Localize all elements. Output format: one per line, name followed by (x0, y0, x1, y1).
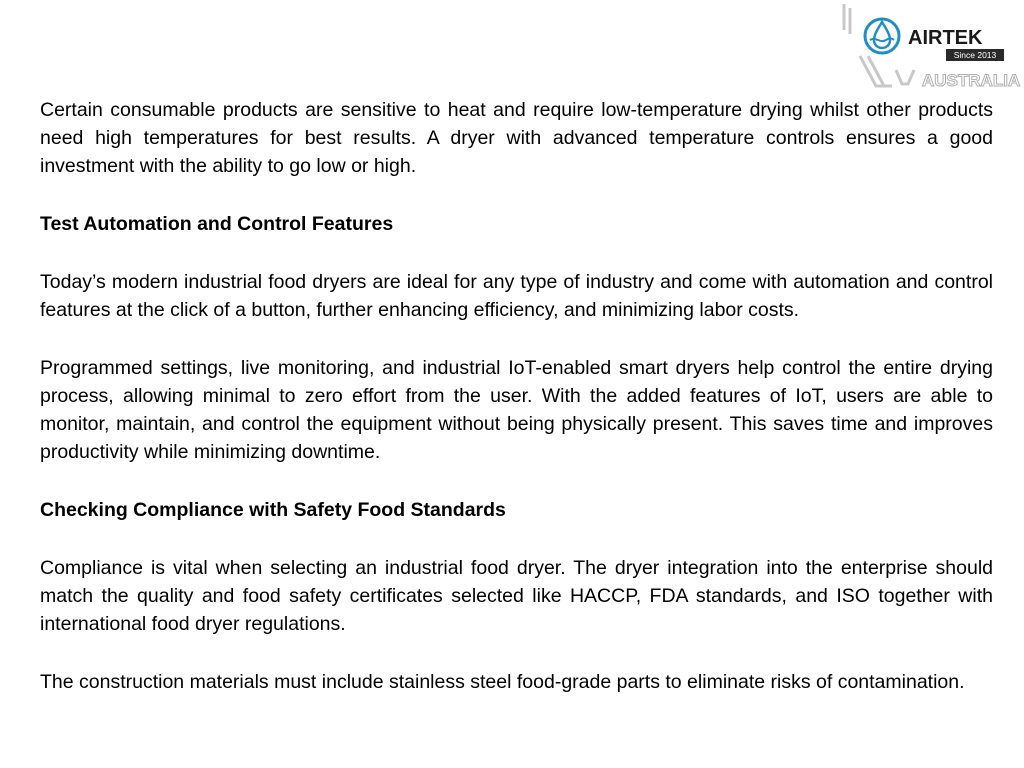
logo-region-text: AUSTRALIA (922, 71, 1021, 90)
paragraph-compliance-details: Compliance is vital when selecting an industrial food dryer. The dryer integration into the enterprise should match the quality and food safety certificates selected like HACCP, FDA standards, and ISO together with international food dryer regulations. (40, 557, 993, 635)
logo-brand-text: AIRTEK (908, 27, 983, 49)
heading-compliance-standards: Checking Compliance with Safety Food Standards (40, 499, 506, 521)
paragraph-temperature-controls: Certain consumable products are sensitive to heat and require low-temperature drying whilst other products need high temperatures for best results. A dryer with advanced temperature controls ensures a good investment with the ability to go low or high. (40, 99, 993, 177)
droplet-emblem-icon (865, 19, 899, 53)
airtek-logo (842, 0, 1024, 96)
paragraph-construction-materials: The construction materials must include stainless steel food-grade parts to eliminate risks of contamination. (40, 671, 965, 693)
logo-stripes (844, 4, 914, 86)
logo-tagline-text: Since 2013 (953, 50, 997, 60)
document-body (40, 96, 993, 696)
airtek-logo-graphic (842, 0, 1024, 96)
heading-automation-controls: Test Automation and Control Features (40, 213, 394, 235)
paragraph-modern-dryers: Today’s modern industrial food dryers are ideal for any type of industry and come with automation and control features at the click of a button, further enhancing efficiency, and minimizing labor costs. (40, 271, 993, 321)
paragraph-iot-monitoring: Programmed settings, live monitoring, and industrial IoT-enabled smart dryers help control the entire drying process, allowing minimal to zero effort from the user. With the added features of IoT, users are able to monitor, maintain, and control the equipment without being physically present. This saves time and improves productivity while minimizing downtime. (40, 357, 993, 463)
